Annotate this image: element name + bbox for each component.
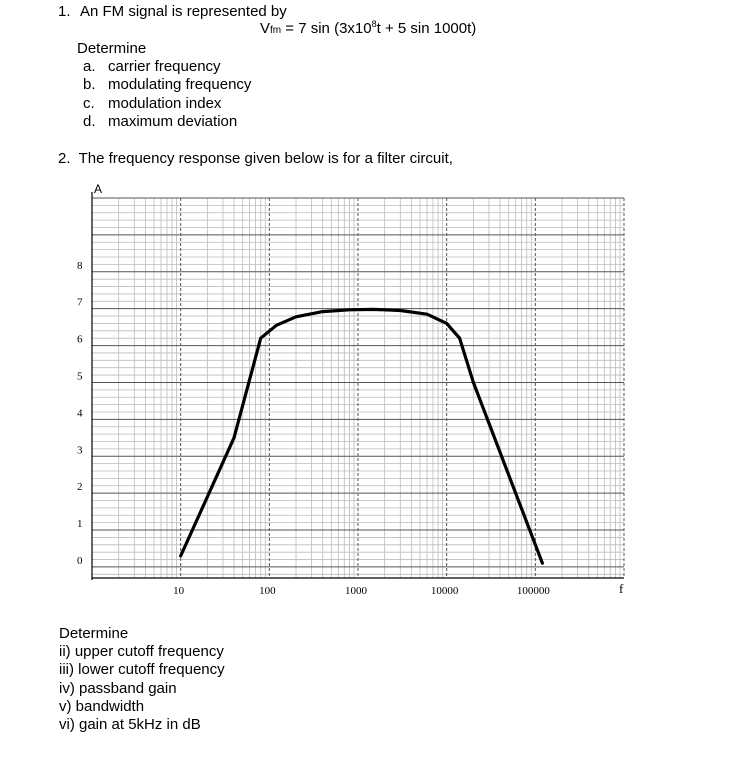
- y-tick-label: 5: [77, 370, 83, 383]
- list-item: ii) upper cutoff frequency: [59, 643, 224, 660]
- y-tick-label: 1: [77, 518, 83, 531]
- equation-exponent: 8: [371, 19, 377, 29]
- y-tick-label: 2: [77, 481, 83, 494]
- list-item-text: modulating frequency: [108, 76, 252, 94]
- x-tick-label: 100000: [516, 585, 550, 597]
- list-item-text: maximum deviation: [108, 112, 238, 130]
- list-item: v) bandwidth: [59, 697, 145, 715]
- question-2-text: The frequency response given below is for a filter circuit,: [78, 150, 453, 167]
- equation-lhs: V: [260, 20, 271, 37]
- list-item: vi) gain at 5kHz in dB: [59, 716, 201, 734]
- y-tick-label: 6: [77, 333, 83, 346]
- list-item-letter: b.: [83, 76, 96, 94]
- equation-rhs-post: t + 5 sin 1000t): [376, 20, 477, 37]
- list-item-text: modulation index: [108, 94, 222, 112]
- question-1-text: An FM signal is represented by: [80, 3, 287, 20]
- y-tick-label: 7: [77, 296, 83, 309]
- question-2-list: [59, 643, 225, 734]
- question-1-number: 1.: [58, 3, 71, 20]
- y-tick-label: 0: [77, 554, 83, 567]
- frequency-response-curve: [181, 309, 543, 563]
- question-1-determine: Determine: [77, 40, 147, 57]
- y-tick-label: 4: [77, 407, 83, 420]
- list-item-text: carrier frequency: [108, 58, 221, 75]
- x-tick-label: 1000: [345, 585, 367, 597]
- question-2-number: 2.: [58, 150, 71, 167]
- equation-lhs-subscript: fm: [270, 25, 282, 36]
- list-item-letter: c.: [83, 94, 95, 112]
- list-item: iii) lower cutoff frequency: [59, 661, 225, 679]
- equation-rhs-pre: = 7 sin (3x10: [281, 20, 372, 37]
- list-item-letter: d.: [83, 112, 96, 130]
- question-2-determine: Determine: [59, 625, 129, 642]
- x-tick-label: 100: [259, 585, 276, 597]
- y-axis-label: A: [94, 182, 103, 196]
- y-tick-label: 8: [77, 259, 83, 272]
- list-item-letter: a.: [83, 58, 96, 75]
- list-item: iv) passband gain: [59, 679, 177, 697]
- y-tick-label: 3: [77, 444, 83, 457]
- x-tick-label: 10000: [430, 585, 459, 597]
- x-axis-label: f: [619, 581, 624, 596]
- x-tick-label: 10: [173, 585, 185, 597]
